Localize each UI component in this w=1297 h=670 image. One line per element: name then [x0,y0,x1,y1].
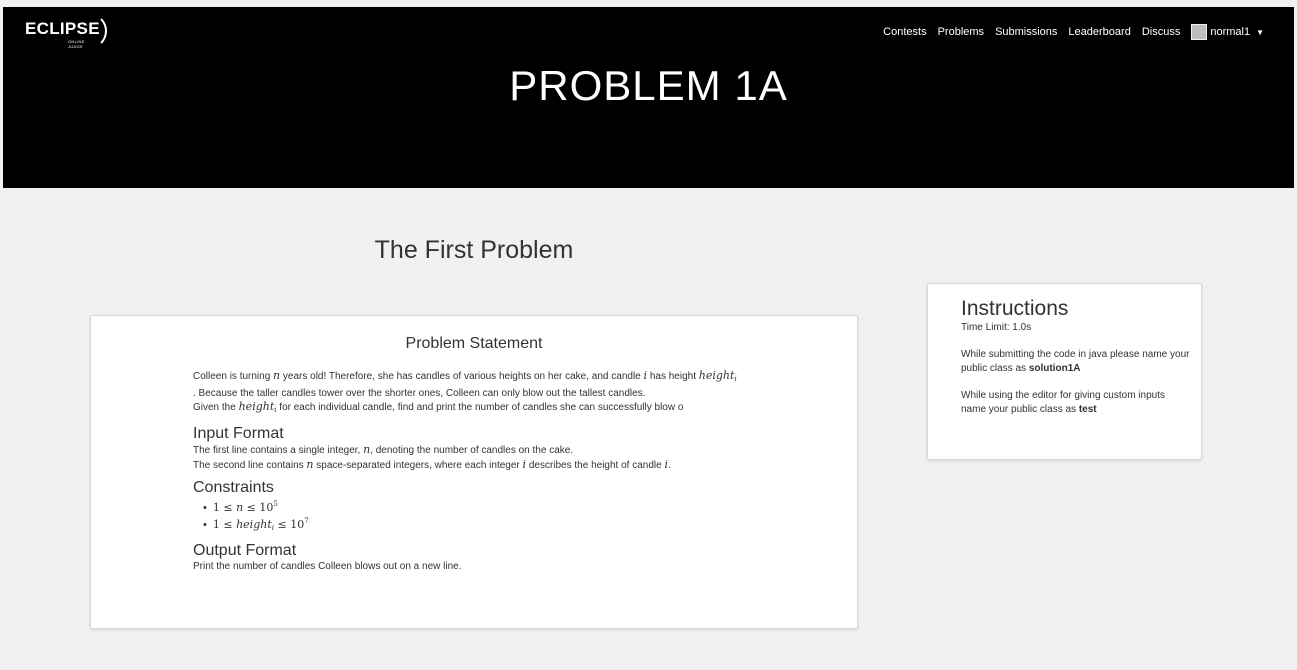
text: ≤ 10 [243,500,274,514]
text: for each individual candle, find and print the number of candles she can successfully blow o [276,402,684,413]
text: 1 ≤ [212,517,237,531]
logo-arc-icon [79,13,107,49]
time-limit: Time Limit: 1.0s [961,322,1032,333]
nav-contests[interactable]: Contests [883,26,927,38]
math-height: height [236,517,272,531]
text: While submitting the code in java please name your public class as [961,349,1190,374]
logo-text: ECLIPSE [25,19,100,38]
text: The second line contains [193,459,307,471]
math-n: n [306,457,314,471]
text: . Because the taller candles tower over the shorter ones, Colleen can only blow out the tallest candles. [193,387,646,399]
math-n: n [273,369,281,382]
statement-body [193,369,833,574]
text: space-separated integers, where each integer [313,459,523,471]
list-item [203,498,833,515]
text: Given the [193,402,239,413]
input-format-text [193,443,833,472]
problem-statement-card [90,315,858,629]
list-item [203,515,833,535]
nav-submissions[interactable]: Submissions [995,26,1058,38]
avatar [1191,24,1207,40]
nav-problems[interactable]: Problems [937,26,985,38]
user-menu[interactable] [1191,24,1264,40]
editor-class-name: test [1078,404,1097,415]
text: . [668,459,671,471]
logo-subtext: ONLINE JUDGE [68,39,85,49]
constraints-heading: Constraints [193,479,274,496]
text: 1 ≤ [212,500,237,514]
math-sub: i [274,406,277,414]
exponent: 5 [273,499,278,508]
output-format-heading: Output Format [193,541,297,559]
instructions-body [961,297,1191,430]
math-i: i [643,369,648,382]
caret-down-icon: ▼ [1256,27,1264,37]
eclipse-logo[interactable] [25,19,100,49]
text: years old! Therefore, she has candles of various heights on her cake, and candle [280,371,644,382]
statement-text [193,369,833,418]
math-sub: i [734,375,737,383]
math-i: i [664,457,669,471]
instructions-card [927,283,1202,460]
instructions-title: Instructions [961,297,1069,320]
math-sub: i [271,523,274,532]
text: describes the height of candle [526,459,665,471]
exponent: 7 [304,516,309,525]
text: Colleen is turning [193,371,274,382]
math-height: height [698,369,735,382]
page-title: PROBLEM 1A [509,62,788,109]
nav-discuss[interactable]: Discuss [1141,26,1181,38]
constraints-list [203,498,833,535]
math-n: n [236,500,244,514]
input-format-heading: Input Format [193,424,284,442]
text: , denoting the number of candles on the cake. [370,445,574,456]
java-instruction [961,348,1191,376]
math-n: n [363,443,371,456]
output-format-text: Print the number of candles Colleen blows out on a new line. [193,561,462,572]
editor-instruction [961,389,1191,417]
statement-title: Problem Statement [405,335,543,352]
math-height: height [238,400,275,413]
nav-leaderboard[interactable]: Leaderboard [1068,26,1131,38]
text: ≤ 10 [274,517,305,531]
problem-name: The First Problem [374,236,574,264]
math-i: i [522,457,527,471]
text: The first line contains a single integer, [193,445,364,456]
text: has height [647,371,699,382]
username: normal1 [1210,26,1251,38]
java-class-name: solution1A [1028,363,1081,374]
text: While using the editor for giving custom inputs name your public class as [961,390,1165,415]
top-nav [883,24,1264,40]
